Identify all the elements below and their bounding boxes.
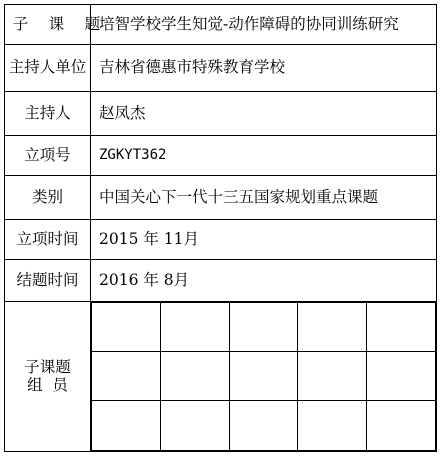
row-project-number (5, 136, 437, 176)
row-host-unit (5, 45, 437, 92)
member-cell (160, 303, 229, 352)
label-host: 主持人 (5, 92, 91, 136)
label-project-number: 立项号 (5, 136, 91, 176)
member-cell (298, 303, 367, 352)
member-cell (367, 401, 436, 451)
member-cell (92, 352, 161, 401)
value-project-number: ZGKYT362 (91, 136, 437, 176)
label-start-date: 立项时间 (5, 220, 91, 260)
label-members-line2: 组 员 (27, 375, 68, 394)
label-subtopic: 子 课 题 (5, 5, 91, 45)
member-cell (229, 352, 298, 401)
member-cell (298, 352, 367, 401)
member-cell (92, 303, 161, 352)
member-cell (229, 303, 298, 352)
members-grid-row (92, 352, 436, 401)
member-cell (367, 303, 436, 352)
row-category (5, 176, 437, 220)
value-subtopic: 培智学校学生知觉-动作障碍的协同训练研究 (91, 5, 437, 45)
row-host (5, 92, 437, 136)
value-category: 中国关心下一代十三五国家规划重点课题 (91, 176, 437, 220)
project-info-form (4, 4, 437, 452)
member-cell (298, 401, 367, 451)
row-subtopic (5, 5, 437, 45)
member-cell (367, 352, 436, 401)
members-grid-row (92, 303, 436, 352)
value-host-unit: 吉林省德惠市特殊教育学校 (91, 45, 437, 92)
members-grid (91, 302, 436, 451)
member-cell (229, 401, 298, 451)
member-cell (160, 352, 229, 401)
value-start-date: 2015 年 11月 (91, 220, 437, 260)
value-host: 赵凤杰 (91, 92, 437, 136)
label-members-line1: 子课题 (24, 357, 71, 376)
row-members (5, 302, 437, 452)
label-category: 类别 (5, 176, 91, 220)
label-members (5, 302, 91, 452)
members-grid-row (92, 401, 436, 451)
label-end-date: 结题时间 (5, 260, 91, 302)
label-host-unit: 主持人单位 (5, 45, 91, 92)
row-end-date (5, 260, 437, 302)
members-grid-cell (91, 302, 437, 452)
member-cell (92, 401, 161, 451)
member-cell (160, 401, 229, 451)
value-end-date: 2016 年 8月 (91, 260, 437, 302)
row-start-date (5, 220, 437, 260)
